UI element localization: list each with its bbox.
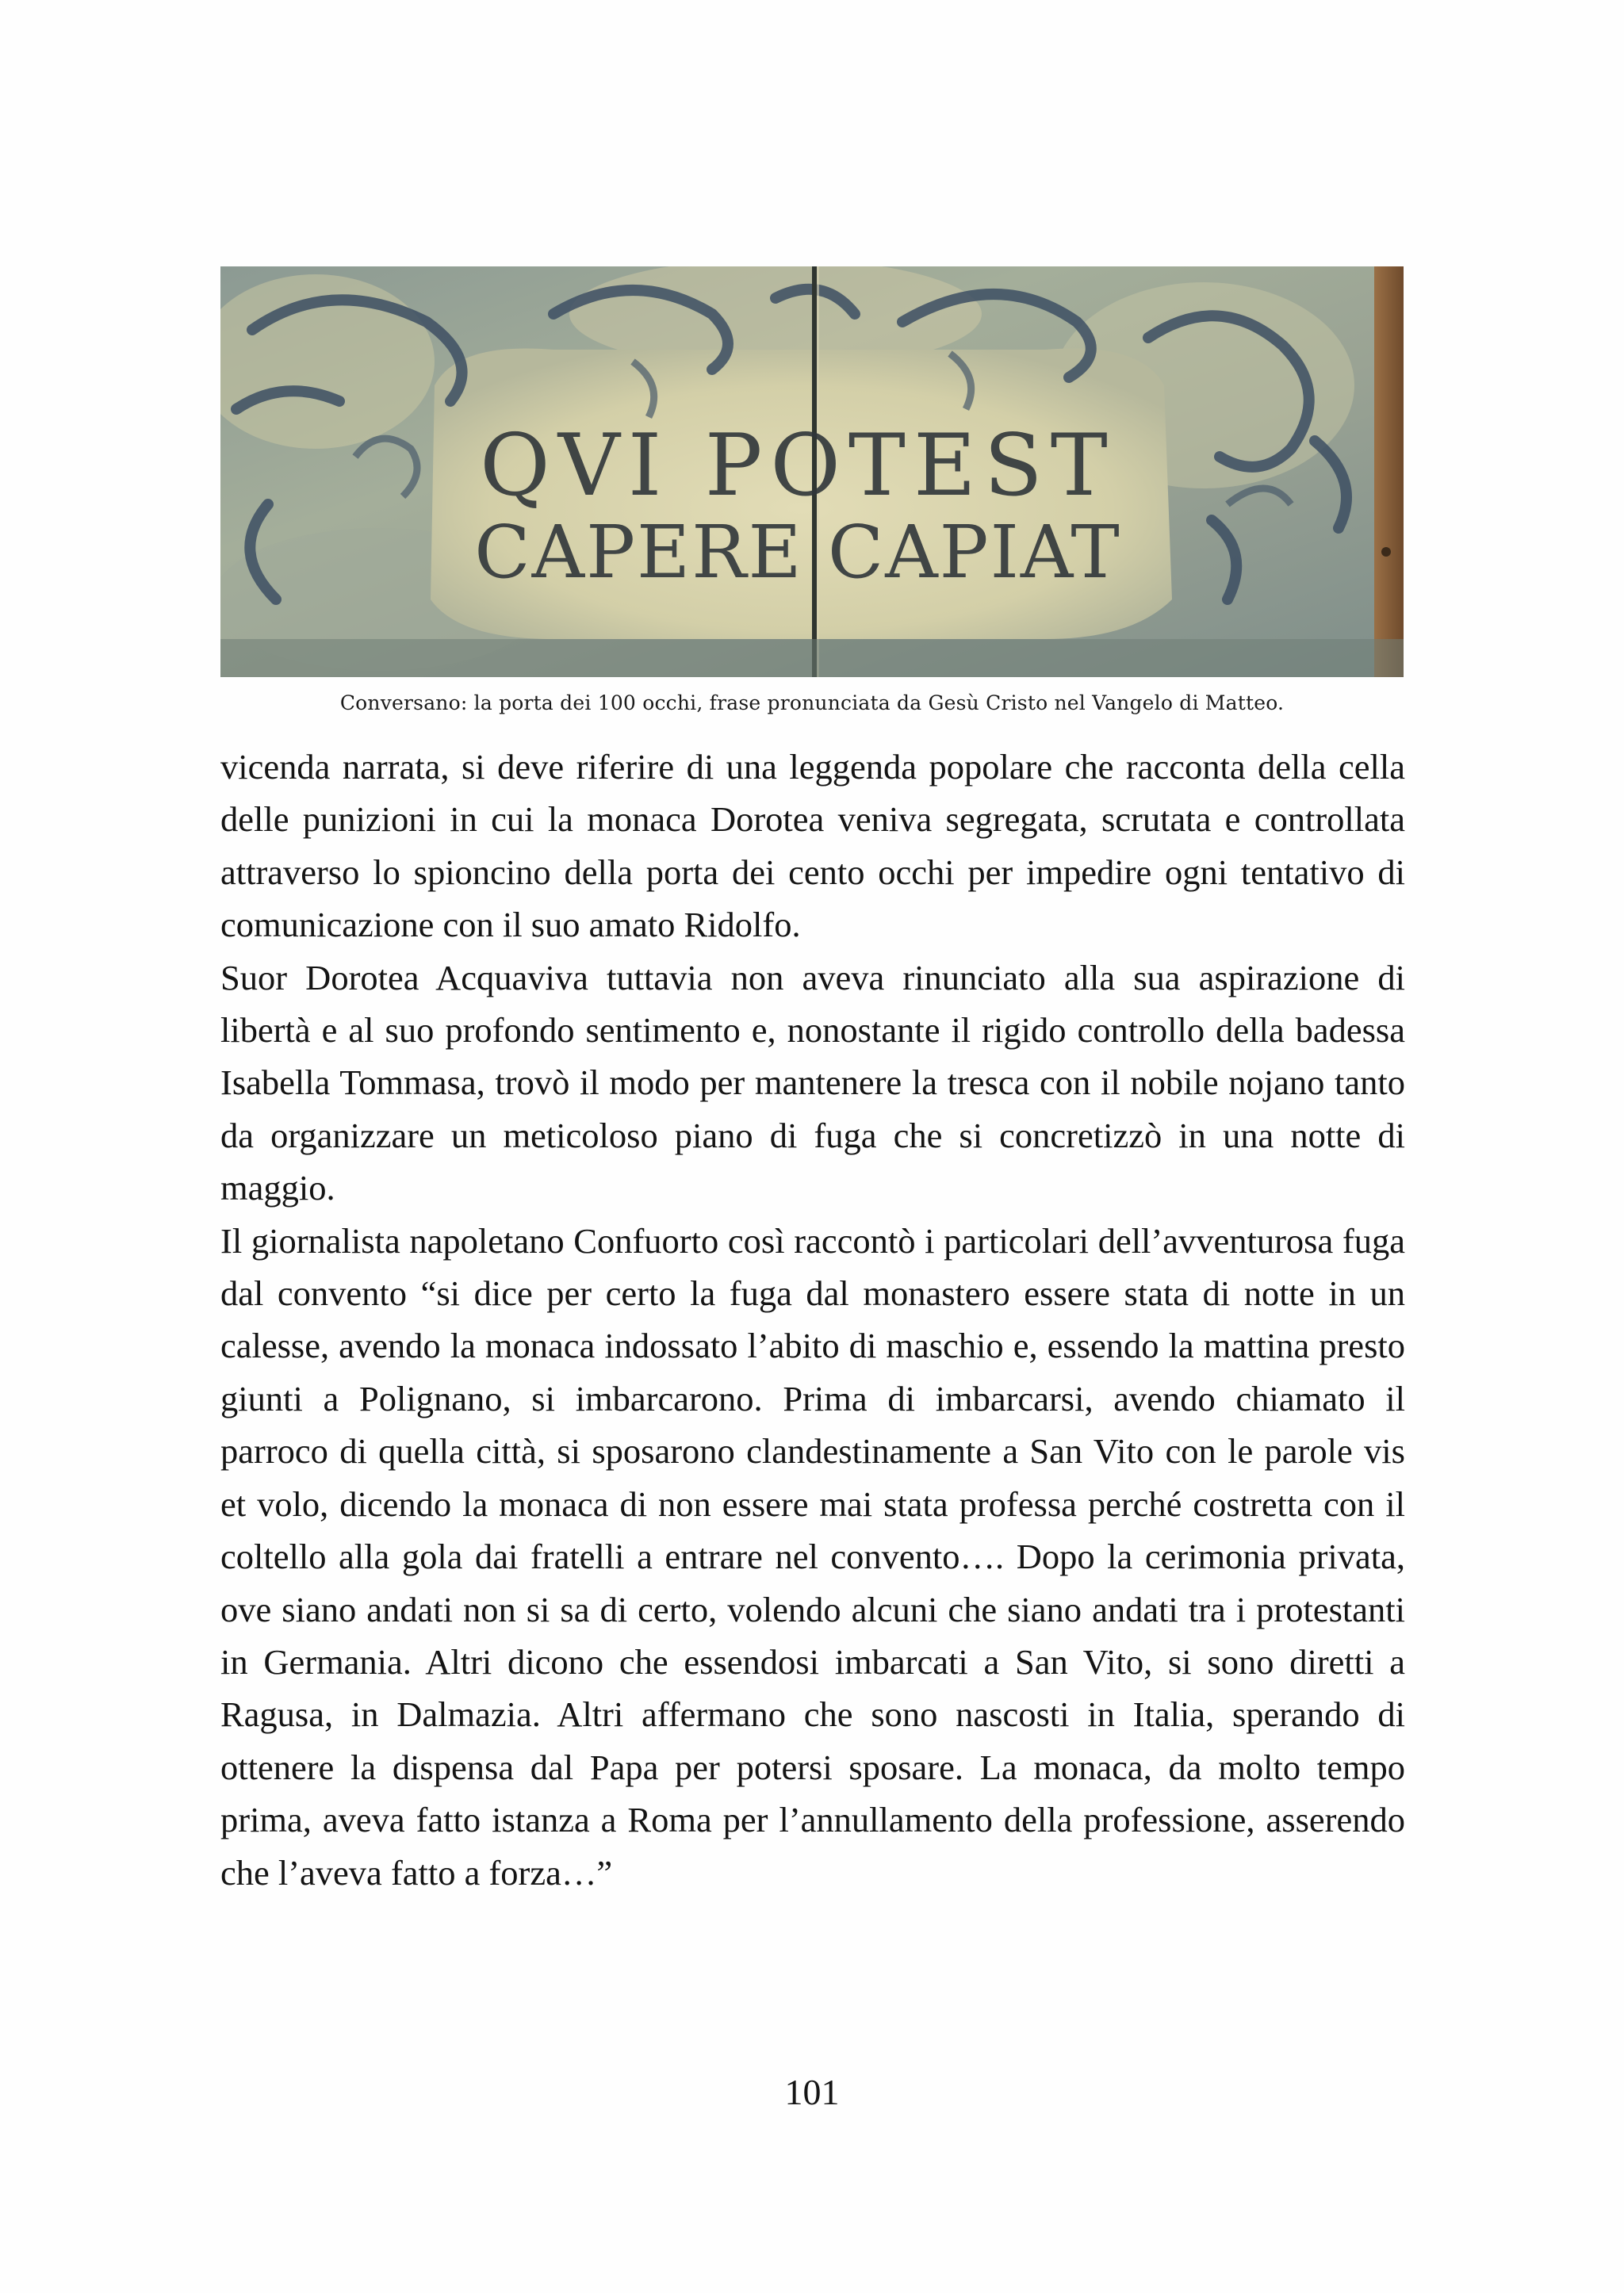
body-text — [220, 741, 1405, 1899]
page-number: 101 — [784, 2072, 840, 2112]
inscription-line-1: QVI POTEST — [480, 416, 1116, 515]
paragraph: Il giornalista napoletano Confuorto così raccontò i particolari dell’avventurosa fuga dal convento “si dice per certo la fuga dal monastero essere stata di notte in un calesse, avendo la monaca indossato l’abito di maschio e, essendo la mattina presto giunti a Polignano, si imbarcarono. Prima di imbarcarsi, avendo chiamato il parroco di quella città, si sposarono clandestinamente a San Vito con le parole vis et volo, dicendo la monaca di non essere mai stata professa perché costretta con il coltello alla gola dai fratelli a entrare nel convento…. Dopo la cerimonia privata, ove siano andati non si sa di certo, volendo alcuni che siano andati tra i protestanti in Germania. Altri dicono che essendosi imbarcati a San Vito, si sono diretti a Ragusa, in Dalmazia. Altri affermano che sono nascosti in Italia, sperando di ottenere la dispensa dal Papa per potersi sposare. La monaca, da molto tempo prima, aveva fatto istanza a Roma per l’annullamento della professione, asserendo che l’aveva fatto a forza…” — [220, 1220, 1405, 1893]
paragraph: vicenda narrata, si deve riferire di una leggenda popolare che racconta della cella delle punizioni in cui la monaca Dorotea veniva segregata, scrutata e controllata attraverso lo spioncino della porta dei cento occhi per impedire ogni tentativo di comunicazione con il suo amato Ridolfo. — [220, 747, 1405, 945]
figure-caption: Conversano: la porta dei 100 occhi, frase pronunciata da Gesù Cristo nel Vangelo di Matteo. — [339, 691, 1285, 714]
door-inscription-photo — [220, 266, 1404, 677]
painted-door-image — [220, 266, 1404, 677]
paragraph: Suor Dorotea Acquaviva tuttavia non aveva rinunciato alla sua aspirazione di libertà e al suo profondo sentimento e, nonostante il rigido controllo della badessa Isabella Tommasa, trovò il modo per mantenere la tresca con il nobile nojano tanto da organizzare un meticoloso piano di fuga che si concretizzò in una notte di maggio. — [220, 957, 1405, 1208]
inscription-line-2: CAPERE CAPIAT — [474, 510, 1121, 595]
